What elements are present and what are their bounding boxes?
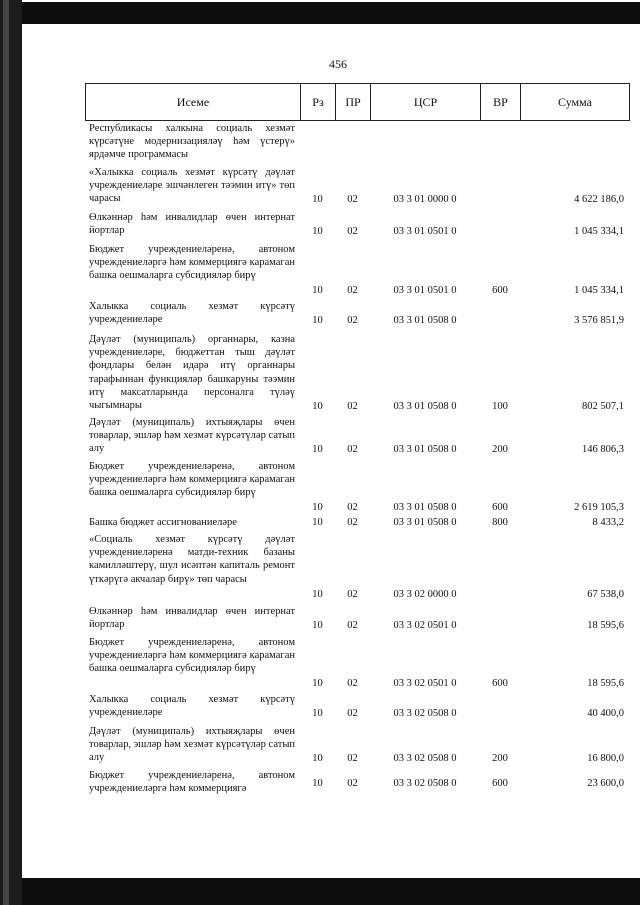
row-pr: 02: [347, 620, 358, 631]
row-name: Дәүләт (муниципаль) органнары, казна учреждениеләре, бюджеттан тыш дәүләт фондлары белән идарә итү органнары тарафыннан функцияләр башкаруны тәэмин итү максатларында персоналга түләү чыгымнары: [89, 334, 295, 412]
row-rz: 10: [312, 226, 323, 237]
row-sum: 2 619 105,3: [574, 502, 624, 513]
row-pr: 02: [347, 285, 358, 296]
row-name: Бюджет учреждениеләренә, автоном учреждениеләргә һәм коммерциягә карамаган башка оешмаларга субсидияләр бирү: [89, 461, 295, 499]
row-name: «Социаль хезмәт күрсәтү дәүләт учреждениеләренә матди-техник базаны камилләштерү, шул исәптән капиталь ремонт үткәрүгә акчалар бирү» төп чарасы: [89, 534, 295, 585]
table-row: [85, 416, 630, 456]
row-csr: 03 3 01 0501 0: [393, 285, 457, 296]
row-rz: 10: [312, 589, 323, 600]
row-pr: 02: [347, 444, 358, 455]
row-pr: 02: [347, 753, 358, 764]
row-rz: 10: [312, 517, 323, 528]
row-csr: 03 3 01 0508 0: [393, 502, 457, 513]
row-sum: 8 433,2: [592, 517, 624, 528]
row-pr: 02: [347, 678, 358, 689]
scan-border-top: [22, 2, 640, 24]
table-row: [85, 533, 630, 601]
row-name: Өлкәннәр һәм инвалидлар өчен интернат йортлар: [89, 212, 295, 237]
row-rz: 10: [312, 444, 323, 455]
row-name: Халыкка социаль хезмәт күрсәтү учреждениеләре: [89, 694, 295, 719]
header-rz: Рз: [301, 84, 336, 120]
row-name: «Халыкка социаль хезмәт күрсәтү дәүләт учреждениеләре эшчәнлеген тәэмин итү» төп чарасы: [89, 167, 295, 205]
table-row: [85, 605, 630, 633]
table-row: [85, 460, 630, 514]
row-pr: 02: [347, 315, 358, 326]
row-csr: 03 3 01 0508 0: [393, 401, 457, 412]
table-row: [85, 211, 630, 239]
row-name: Республикасы халкына социаль хезмәт күрсәтүне модернизацияләү һәм үстерү» ярдәмче программасы: [89, 123, 295, 161]
header-vr: ВР: [481, 84, 521, 120]
table-row: [85, 300, 630, 328]
scan-border-bottom: [22, 878, 640, 905]
row-vr: 100: [492, 401, 508, 412]
row-sum: 18 595,6: [587, 620, 624, 631]
row-csr: 03 3 02 0508 0: [393, 708, 457, 719]
row-csr: 03 3 01 0000 0: [393, 194, 457, 205]
row-vr: 600: [492, 285, 508, 296]
row-sum: 16 800,0: [587, 753, 624, 764]
table-row: [85, 636, 630, 690]
row-rz: 10: [312, 753, 323, 764]
row-sum: 146 806,3: [582, 444, 624, 455]
row-pr: 02: [347, 589, 358, 600]
row-rz: 10: [312, 285, 323, 296]
row-name: Дәүләт (муниципаль) ихтыяҗлары өчен товарлар, эшләр һәм хезмәт күрсәтүләр сатып алу: [89, 726, 295, 764]
row-csr: 03 3 01 0508 0: [393, 517, 457, 528]
row-sum: 18 595,6: [587, 678, 624, 689]
row-vr: 600: [492, 502, 508, 513]
row-vr: 600: [492, 778, 508, 789]
row-vr: 200: [492, 444, 508, 455]
row-rz: 10: [312, 678, 323, 689]
table-row: [85, 166, 630, 206]
row-name: Өлкәннәр һәм инвалидлар өчен интернат йортлар: [89, 606, 295, 631]
row-pr: 02: [347, 502, 358, 513]
row-pr: 02: [347, 778, 358, 789]
row-sum: 1 045 334,1: [574, 285, 624, 296]
scan-border-left: [0, 0, 22, 905]
table-row: [85, 243, 630, 297]
row-sum: 4 622 186,0: [574, 194, 624, 205]
row-name: Бюджет учреждениеләренә, автоном учреждениеләргә һәм коммерциягә карамаган башка оешмаларга субсидияләр бирү: [89, 637, 295, 675]
row-sum: 1 045 334,1: [574, 226, 624, 237]
row-name: Халыкка социаль хезмәт күрсәтү учреждениеләре: [89, 301, 295, 326]
table-row: [85, 122, 630, 162]
row-csr: 03 3 01 0501 0: [393, 226, 457, 237]
row-vr: 200: [492, 753, 508, 764]
row-vr: 800: [492, 517, 508, 528]
row-name: Башка бюджет ассигнованиеләре: [89, 517, 237, 528]
table-header: [85, 83, 630, 121]
row-rz: 10: [312, 620, 323, 631]
row-name: Бюджет учреждениеләренә, автоном учреждениеләргә һәм коммерциягә карамаган башка оешмаларга субсидияләр бирү: [89, 244, 295, 282]
row-pr: 02: [347, 517, 358, 528]
row-csr: 03 3 02 0501 0: [393, 678, 457, 689]
page-number: 456: [329, 57, 347, 71]
row-pr: 02: [347, 226, 358, 237]
header-csr: ЦСР: [371, 84, 481, 120]
row-csr: 03 3 01 0508 0: [393, 444, 457, 455]
row-rz: 10: [312, 708, 323, 719]
row-rz: 10: [312, 315, 323, 326]
table-row: [85, 725, 630, 765]
row-vr: 600: [492, 678, 508, 689]
table-row: [85, 333, 630, 413]
row-pr: 02: [347, 708, 358, 719]
row-rz: 10: [312, 502, 323, 513]
row-csr: 03 3 01 0508 0: [393, 315, 457, 326]
header-pr: ПР: [336, 84, 371, 120]
row-csr: 03 3 02 0501 0: [393, 620, 457, 631]
row-sum: 23 600,0: [587, 778, 624, 789]
table-row: [85, 516, 630, 530]
row-rz: 10: [312, 194, 323, 205]
row-sum: 3 576 851,9: [574, 315, 624, 326]
table-row: [85, 693, 630, 721]
row-sum: 40 400,0: [587, 708, 624, 719]
header-sum: Сумма: [558, 94, 592, 109]
header-name: Исеме: [86, 84, 301, 120]
row-sum: 802 507,1: [582, 401, 624, 412]
row-pr: 02: [347, 194, 358, 205]
row-rz: 10: [312, 778, 323, 789]
row-csr: 03 3 02 0508 0: [393, 778, 457, 789]
table-row: [85, 769, 630, 797]
row-name: Дәүләт (муниципаль) ихтыяҗлары өчен товарлар, эшләр һәм хезмәт күрсәтүләр сатып алу: [89, 417, 295, 455]
row-name: Бюджет учреждениеләренә, автоном учреждениеләргә һәм коммерциягә: [89, 770, 295, 795]
row-csr: 03 3 02 0508 0: [393, 753, 457, 764]
row-sum: 67 538,0: [587, 589, 624, 600]
row-csr: 03 3 02 0000 0: [393, 589, 457, 600]
row-rz: 10: [312, 401, 323, 412]
row-pr: 02: [347, 401, 358, 412]
